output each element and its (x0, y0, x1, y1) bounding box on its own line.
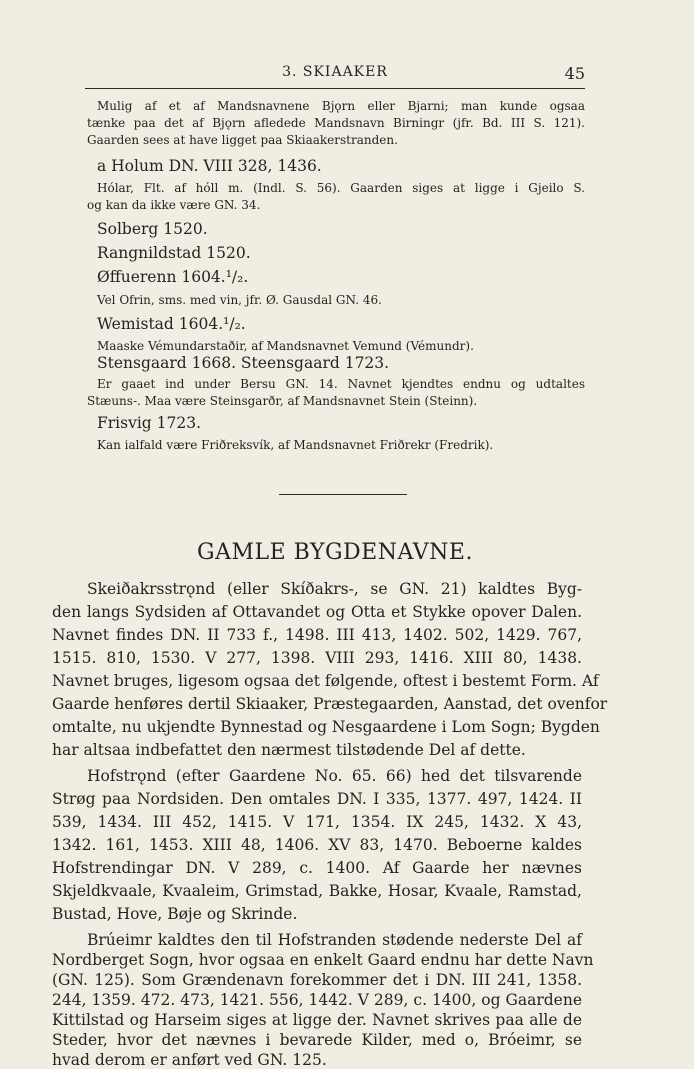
paragraph-line: Navnet findes DN. II 733 f., 1498. III 413, 1402. 502, 1429. 767, (52, 626, 582, 644)
paragraph-line: omtalte, nu ukjendte Bynnestad og Nesgaardene i Lom Sogn; Bygden (52, 718, 600, 736)
entry-heading: Wemistad 1604.¹/₂. (97, 315, 246, 333)
entry-heading: Solberg 1520. (97, 220, 208, 238)
paragraph-line: Bustad, Hove, Bøje og Skrinde. (52, 905, 298, 923)
paragraph-line: Gaarde henføres dertil Skiaaker, Præstegaarden, Aanstad, det ovenfor (52, 695, 608, 713)
section-title: GAMLE BYGDENAVNE. (197, 540, 473, 565)
commentary-line: og kan da ikke være GN. 34. (87, 198, 261, 212)
paragraph-line: Skjeldkvaale, Kvaaleim, Grimstad, Bakke, Hosar, Kvaale, Ramstad, (52, 882, 582, 900)
paragraph-line: Skeiðakrsstrǫnd (eller Skíðakrs-, se GN. 21) kaldtes Byg- (87, 580, 582, 598)
paragraph-line: 1515. 810, 1530. V 277, 1398. VIII 293, 1416. XIII 80, 1438. (52, 649, 582, 667)
paragraph-line: hvad derom er anført ved GN. 125. (52, 1051, 327, 1069)
chapter-title: 3. SKIAAKER (282, 64, 388, 80)
paragraph-line: den langs Sydsiden af Ottavandet og Otta et Stykke opover Dalen. (52, 603, 582, 621)
paragraph-line: 244, 1359. 472. 473, 1421. 556, 1442. V 289, c. 1400, og Gaardene (52, 991, 582, 1009)
commentary-line: tænke paa det af Bjǫrn afledede Mandsnavn Birningr (jfr. Bd. III S. 121). (87, 116, 585, 130)
paragraph-line: 1342. 161, 1453. XIII 48, 1406. XV 83, 1470. Beboerne kaldes (52, 836, 582, 854)
commentary-line: Vel Ofrin, sms. med vin, jfr. Ø. Gausdal GN. 46. (97, 293, 382, 307)
paragraph-line: Hofstrendingar DN. V 289, c. 1400. Af Gaarde her nævnes (52, 859, 582, 877)
paragraph-line: Strøg paa Nordsiden. Den omtales DN. I 335, 1377. 497, 1424. II (52, 790, 582, 808)
entry-heading: Rangnildstad 1520. (97, 244, 251, 262)
entry-heading: a Holum DN. VIII 328, 1436. (97, 157, 322, 175)
header-rule (85, 88, 585, 89)
paragraph-line: Nordberget Sogn, hvor ogsaa en enkelt Gaard endnu har dette Navn (52, 951, 594, 969)
paragraph-line: (GN. 125). Som Grændenavn forekommer det i DN. III 241, 1358. (52, 971, 582, 989)
running-header (85, 64, 585, 86)
section-separator (279, 494, 407, 495)
entry-heading: Stensgaard 1668. Steensgaard 1723. (97, 354, 390, 372)
entry-heading: Øffuerenn 1604.¹/₂. (97, 268, 249, 286)
paragraph-line: Brúeimr kaldtes den til Hofstranden stødende nederste Del af (87, 931, 582, 949)
commentary-line: Stæuns-. Maa være Steinsgarðr, af Mandsnavnet Stein (Steinn). (87, 394, 478, 408)
commentary-line: Kan ialfald være Friðreksvík, af Mandsnavnet Friðrekr (Fredrik). (97, 438, 494, 452)
commentary-line: Er gaaet ind under Bersu GN. 14. Navnet kjendtes endnu og udtaltes (97, 377, 585, 391)
paragraph-line: 539, 1434. III 452, 1415. V 171, 1354. IX 245, 1432. X 43, (52, 813, 582, 831)
commentary-line: Mulig af et af Mandsnavnene Bjǫrn eller Bjarni; man kunde ogsaa (97, 99, 585, 113)
commentary-line: Gaarden sees at have ligget paa Skiaakerstranden. (87, 133, 398, 147)
paragraph-line: har altsaa indbefattet den nærmest tilstødende Del af dette. (52, 741, 526, 759)
entry-heading: Frisvig 1723. (97, 414, 202, 432)
paragraph-line: Kittilstad og Harseim siges at ligge der. Navnet skrives paa alle de (52, 1011, 582, 1029)
paragraph-line: Hofstrǫnd (efter Gaardene No. 65. 66) hed det tilsvarende (87, 767, 582, 785)
commentary-line: Maaske Vémundarstaðir, af Mandsnavnet Vemund (Vémundr). (97, 339, 474, 353)
commentary-line: Hólar, Flt. af hóll m. (Indl. S. 56). Gaarden siges at ligge i Gjeilo S. (97, 181, 585, 195)
paragraph-line: Navnet bruges, ligesom ogsaa det følgende, oftest i bestemt Form. Af (52, 672, 599, 690)
paragraph-line: Steder, hvor det nævnes i bevarede Kilder, med o, Bróeimr, se (52, 1031, 582, 1049)
page-number: 45 (564, 64, 585, 83)
